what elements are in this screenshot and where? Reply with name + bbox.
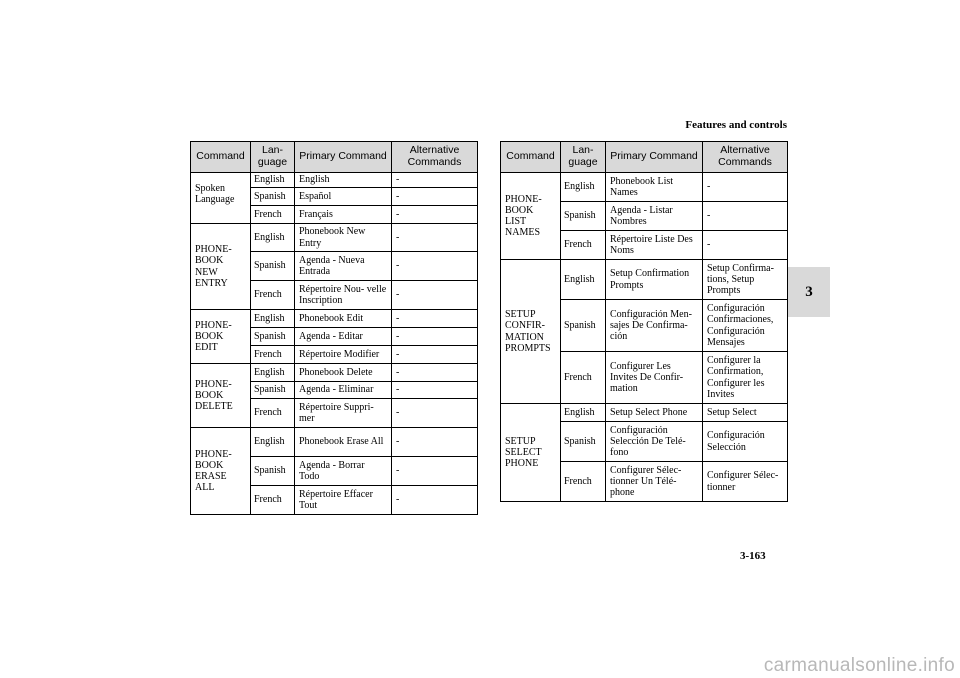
primary-command-cell: Phonebook Erase All [295,428,392,457]
primary-command-cell: English [295,173,392,188]
alternative-command-cell: - [392,364,478,382]
primary-command-cell: Configurer Les Invites De Confir- mation [606,352,703,404]
language-cell: French [251,346,295,364]
language-cell: Spanish [251,188,295,206]
alternative-command-cell: - [703,231,788,260]
table-row [191,364,478,382]
alternative-command-cell: - [392,399,478,428]
language-cell: English [251,224,295,252]
command-name: Spoken Language [191,173,251,224]
alternative-command-cell: - [392,486,478,515]
primary-command-cell: Répertoire Effacer Tout [295,486,392,515]
primary-command-cell: Phonebook List Names [606,173,703,202]
table-header-row [501,142,788,173]
table-row [191,428,478,457]
chapter-tab [788,267,830,317]
language-cell: English [561,260,606,300]
language-cell: Spanish [561,300,606,352]
table-row [501,173,788,202]
alternative-command-cell: - [392,281,478,310]
language-cell: Spanish [251,252,295,281]
column-header-primary-command: Primary Command [606,142,703,173]
primary-command-cell: Français [295,206,392,224]
language-cell: Spanish [561,202,606,231]
alternative-command-cell: Configuración Selección [703,422,788,462]
language-cell: Spanish [561,422,606,462]
command-name: PHONE- BOOK ERASE ALL [191,428,251,515]
column-header-primary-command: Primary Command [295,142,392,173]
alternative-command-cell: - [392,252,478,281]
primary-command-cell: Phonebook Delete [295,364,392,382]
alternative-command-cell: - [392,346,478,364]
language-cell: English [251,428,295,457]
voice-command-table-left [190,141,478,515]
column-header-language: Lan- guage [251,142,295,173]
primary-command-cell: Setup Select Phone [606,404,703,422]
table-row [501,404,788,422]
table-row [501,260,788,300]
primary-command-cell: Agenda - Borrar Todo [295,457,392,486]
language-cell: English [251,173,295,188]
alternative-command-cell: - [392,173,478,188]
language-cell: French [251,206,295,224]
primary-command-cell: Configuración Selección De Telé- fono [606,422,703,462]
alternative-command-cell: Setup Select [703,404,788,422]
primary-command-cell: Setup Confirmation Prompts [606,260,703,300]
table-header-row [191,142,478,173]
column-header-command: Command [501,142,561,173]
alternative-command-cell: Configuración Confirmaciones, Configuración Mensajes [703,300,788,352]
primary-command-cell: Agenda - Eliminar [295,382,392,399]
primary-command-cell: Español [295,188,392,206]
primary-command-cell: Répertoire Liste Des Noms [606,231,703,260]
alternative-command-cell: - [392,457,478,486]
primary-command-cell: Répertoire Modifier [295,346,392,364]
language-cell: Spanish [251,382,295,399]
command-name: PHONE- BOOK DELETE [191,364,251,428]
command-name: PHONE- BOOK NEW ENTRY [191,224,251,310]
primary-command-cell: Répertoire Suppri- mer [295,399,392,428]
alternative-command-cell: - [392,224,478,252]
primary-command-cell: Phonebook Edit [295,310,392,328]
watermark: carmanualsonline.info [763,655,955,676]
command-name: SETUP CONFIR- MATION PROMPTS [501,260,561,404]
alternative-command-cell: - [392,310,478,328]
language-cell: English [251,310,295,328]
primary-command-cell: Agenda - Nueva Entrada [295,252,392,281]
alternative-command-cell: - [392,428,478,457]
language-cell: English [251,364,295,382]
language-cell: English [561,404,606,422]
primary-command-cell: Répertoire Nou- velle Inscription [295,281,392,310]
primary-command-cell: Agenda - Editar [295,328,392,346]
command-name: PHONE- BOOK EDIT [191,310,251,364]
language-cell: English [561,173,606,202]
alternative-command-cell: - [392,188,478,206]
chapter-number: 3 [805,283,813,300]
alternative-command-cell: Configurer Sélec- tionner [703,462,788,502]
alternative-command-cell: - [703,202,788,231]
alternative-command-cell: Setup Confirma- tions, Setup Prompts [703,260,788,300]
table-row [191,224,478,252]
language-cell: French [561,352,606,404]
alternative-command-cell: - [392,328,478,346]
alternative-command-cell: - [392,382,478,399]
language-cell: French [251,281,295,310]
language-cell: Spanish [251,328,295,346]
command-name: SETUP SELECT PHONE [501,404,561,502]
running-header: Features and controls [685,119,787,131]
alternative-command-cell: - [392,206,478,224]
table-row [191,310,478,328]
primary-command-cell: Configuración Men- sajes De Confirma- ción [606,300,703,352]
alternative-command-cell: - [703,173,788,202]
column-header-language: Lan- guage [561,142,606,173]
alternative-command-cell: Configurer la Confirmation, Configurer les Invites [703,352,788,404]
column-header-command: Command [191,142,251,173]
primary-command-cell: Configurer Sélec- tionner Un Télé- phone [606,462,703,502]
primary-command-cell: Agenda - Listar Nombres [606,202,703,231]
command-name: PHONE- BOOK LIST NAMES [501,173,561,260]
table-row [191,173,478,188]
column-header-alternative-commands: Alternative Commands [392,142,478,173]
primary-command-cell: Phonebook New Entry [295,224,392,252]
language-cell: French [251,399,295,428]
language-cell: Spanish [251,457,295,486]
language-cell: French [561,231,606,260]
language-cell: French [561,462,606,502]
column-header-alternative-commands: Alternative Commands [703,142,788,173]
voice-command-table-right [500,141,788,502]
page-number: 3-163 [740,550,766,562]
language-cell: French [251,486,295,515]
